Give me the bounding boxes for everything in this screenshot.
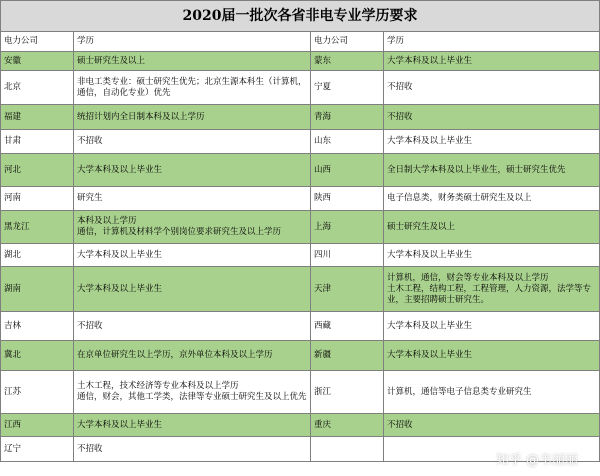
education-cell: 计算机，通信，财会等专业本科及以上学历 土木工程，结构工程，工程管理，人力资源，法学等专业，主要招聘硕士研究生。	[384, 267, 600, 312]
table-row	[1, 267, 600, 312]
education-cell: 不招收	[384, 105, 600, 130]
watermark: 知乎 @韦丽丽	[495, 453, 578, 468]
company-cell: 辽宁	[1, 437, 74, 462]
header-company-2: 电力公司	[311, 32, 384, 52]
company-cell: 西藏	[311, 312, 384, 341]
header-row	[1, 32, 600, 52]
company-cell: 吉林	[1, 312, 74, 341]
table-row	[1, 154, 600, 187]
education-cell: 大学本科及以上毕业生	[384, 312, 600, 341]
education-cell: 电子信息类，财务类硕士研究生及以上	[384, 187, 600, 211]
company-cell: 冀北	[1, 341, 74, 371]
table-row	[1, 130, 600, 154]
company-cell: 陕西	[311, 187, 384, 211]
header-education-1: 学历	[74, 32, 311, 52]
education-cell: 土木工程，技术经济等专业本科及以上学历 通信，财会，其他工学类，法律等专业硕士研究生及以上优先	[74, 371, 311, 414]
education-cell: 大学本科及以上毕业生	[384, 130, 600, 154]
table-row	[1, 312, 600, 341]
education-cell: 不招收	[74, 437, 311, 462]
education-cell: 不招收	[74, 312, 311, 341]
education-cell: 不招收	[384, 414, 600, 437]
education-cell: 本科及以上学历 通信，计算机及材料学个别岗位要求研究生及以上学历	[74, 211, 311, 244]
education-cell: 全日制大学本科及以上毕业生，硕士研究生优先	[384, 154, 600, 187]
company-cell: 江苏	[1, 371, 74, 414]
education-cell: 在京单位研究生以上学历，京外单位本科及以上学历	[74, 341, 311, 371]
company-cell: 四川	[311, 244, 384, 267]
education-cell: 计算机，通信等电子信息类专业研究生	[384, 371, 600, 414]
education-cell: 大学本科及以上毕业生	[384, 341, 600, 371]
table-body	[1, 1, 600, 462]
table-row	[1, 414, 600, 437]
company-cell: 上海	[311, 211, 384, 244]
education-cell: 不招收	[384, 71, 600, 105]
company-cell: 江西	[1, 414, 74, 437]
table-row	[1, 187, 600, 211]
table-row	[1, 371, 600, 414]
company-cell: 重庆	[311, 414, 384, 437]
company-cell	[311, 437, 384, 462]
education-cell: 统招计划内全日制本科及以上学历	[74, 105, 311, 130]
company-cell: 山东	[311, 130, 384, 154]
company-cell: 黑龙江	[1, 211, 74, 244]
page-title: 2020届一批次各省非电专业学历要求	[1, 1, 600, 32]
education-cell: 大学本科及以上毕业生	[74, 414, 311, 437]
education-cell: 大学本科及以上毕业生	[384, 52, 600, 71]
education-cell: 大学本科及以上毕业生	[74, 244, 311, 267]
header-education-2: 学历	[384, 32, 600, 52]
company-cell: 湖北	[1, 244, 74, 267]
company-cell: 浙江	[311, 371, 384, 414]
company-cell: 宁夏	[311, 71, 384, 105]
education-cell: 不招收	[74, 130, 311, 154]
education-cell: 硕士研究生及以上	[384, 211, 600, 244]
company-cell: 河北	[1, 154, 74, 187]
education-cell: 研究生	[74, 187, 311, 211]
company-cell: 福建	[1, 105, 74, 130]
company-cell: 山西	[311, 154, 384, 187]
education-cell: 大学本科及以上毕业生	[384, 244, 600, 267]
education-cell: 大学本科及以上毕业生	[74, 154, 311, 187]
table-row	[1, 71, 600, 105]
table-row	[1, 52, 600, 71]
company-cell: 天津	[311, 267, 384, 312]
company-cell: 蒙东	[311, 52, 384, 71]
company-cell: 河南	[1, 187, 74, 211]
company-cell: 青海	[311, 105, 384, 130]
company-cell: 湖南	[1, 267, 74, 312]
education-cell: 硕士研究生及以上	[74, 52, 311, 71]
company-cell: 甘肃	[1, 130, 74, 154]
company-cell: 新疆	[311, 341, 384, 371]
header-company-1: 电力公司	[1, 32, 74, 52]
education-cell: 大学本科及以上毕业生	[74, 267, 311, 312]
table-row	[1, 244, 600, 267]
company-cell: 安徽	[1, 52, 74, 71]
education-cell: 非电工类专业：硕士研究生优先；北京生源本科生（计算机，通信，自动化专业）优先	[74, 71, 311, 105]
table-row	[1, 105, 600, 130]
company-cell: 北京	[1, 71, 74, 105]
table-row	[1, 211, 600, 244]
table-row	[1, 341, 600, 371]
